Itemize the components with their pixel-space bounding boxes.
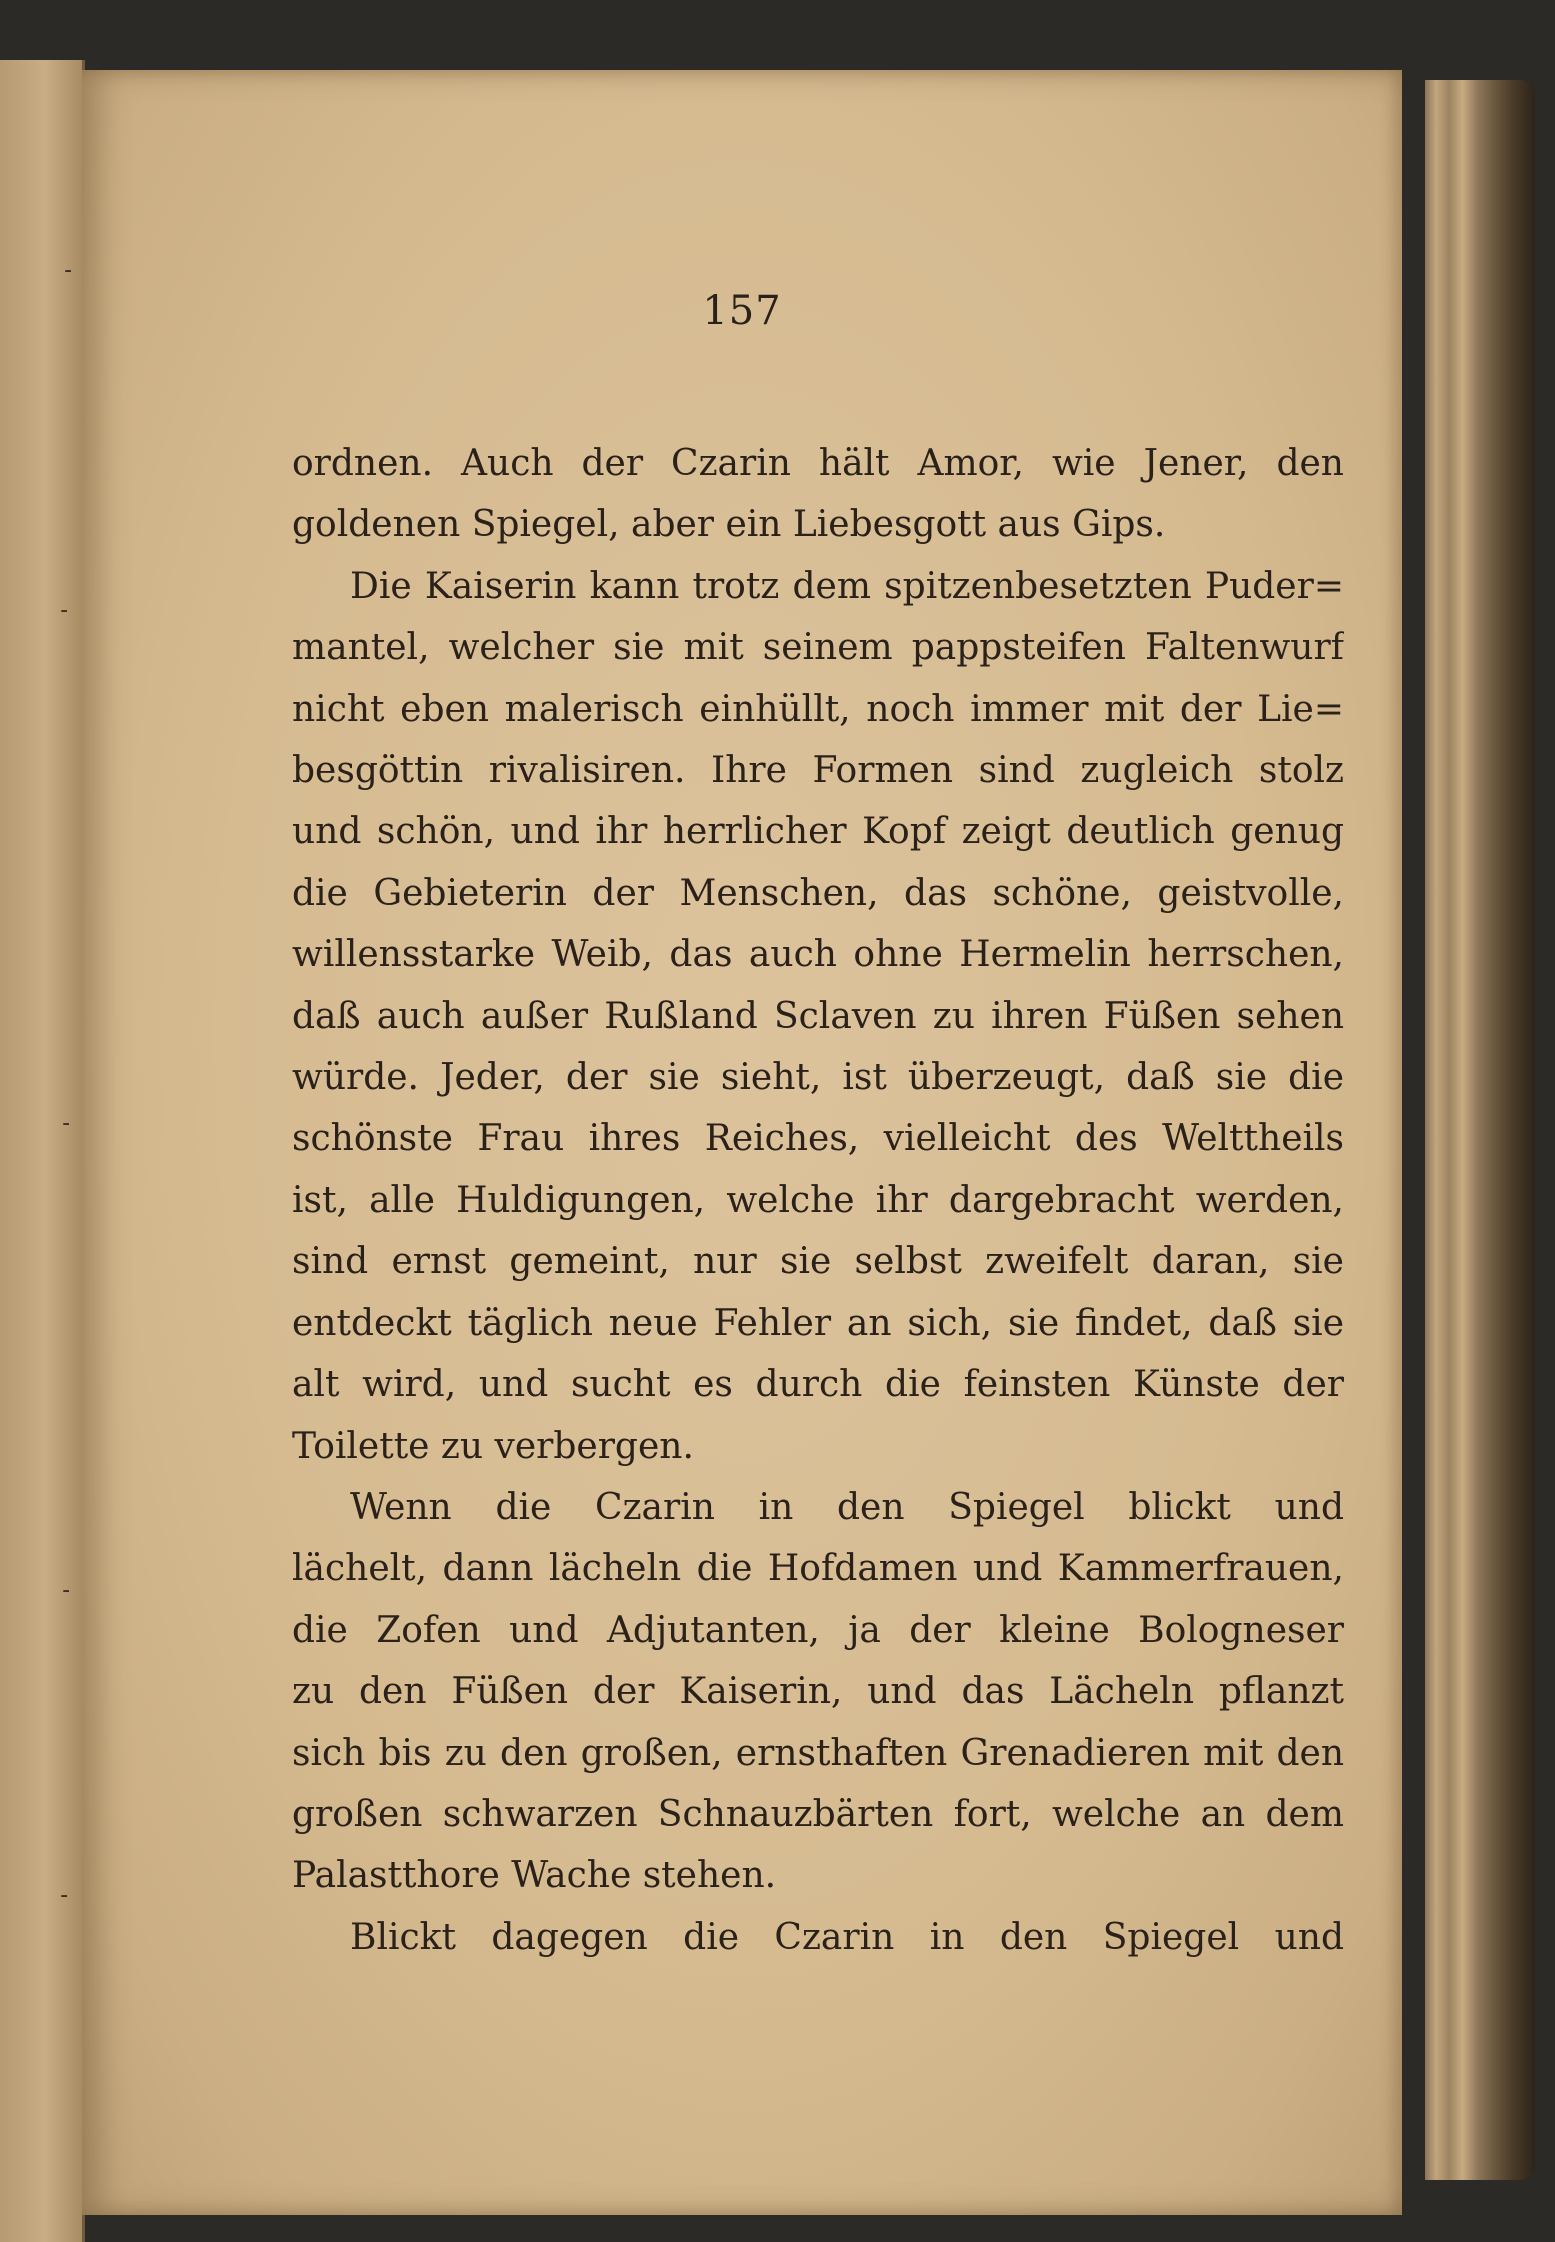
text-line: sind ernst gemeint, nur sie selbst zweifelt daran, sie — [292, 1241, 1344, 1283]
text-line: nicht eben malerisch einhüllt, noch immer mit der Lie= — [292, 688, 1344, 730]
text-line: die Gebieterin der Menschen, das schöne, geistvolle, — [292, 872, 1344, 914]
text-line: willensstarke Weib, das auch ohne Hermelin herrschen, — [292, 934, 1344, 976]
text-line: Toilette zu verbergen. — [292, 1425, 694, 1467]
text-line: würde. Jeder, der sie sieht, ist überzeugt, daß sie die — [292, 1057, 1344, 1099]
margin-speck: ˗ — [64, 255, 73, 285]
text-line: Palastthore Wache stehen. — [292, 1855, 777, 1897]
text-line: Die Kaiserin kann trotz dem spitzenbesetzten Puder= — [350, 565, 1344, 607]
text-line: schönste Frau ihres Reiches, vielleicht des Welttheils — [292, 1118, 1344, 1160]
margin-speck: ˗ — [62, 1108, 71, 1138]
text-line: Blickt dagegen die Czarin in den Spiegel und — [350, 1916, 1344, 1958]
margin-speck: ˗ — [60, 1880, 69, 1910]
text-line: zu den Füßen der Kaiserin, und das Lächeln pflanzt — [292, 1671, 1344, 1713]
margin-speck: ˗ — [60, 595, 69, 625]
text-line: goldenen Spiegel, aber ein Liebesgott aus Gips. — [292, 504, 1166, 546]
text-line: ist, alle Huldigungen, welche ihr dargebracht werden, — [292, 1179, 1344, 1221]
page-number: 157 — [702, 288, 782, 334]
body-text — [292, 433, 1344, 1968]
text-line: alt wird, und sucht es durch die feinsten Künste der — [292, 1364, 1344, 1406]
margin-speck: ˗ — [62, 1575, 71, 1605]
book-page — [82, 70, 1402, 2215]
book-page-edges — [1425, 80, 1535, 2180]
text-line: und schön, und ihr herrlicher Kopf zeigt deutlich genug — [292, 811, 1344, 853]
text-line: daß auch außer Rußland Sclaven zu ihren Füßen sehen — [292, 995, 1344, 1037]
text-line: entdeckt täglich neue Fehler an sich, sie findet, daß sie — [292, 1302, 1344, 1344]
left-page-edge — [0, 60, 85, 2242]
text-line: besgöttin rivalisiren. Ihre Formen sind zugleich stolz — [292, 750, 1344, 792]
text-line: ordnen. Auch der Czarin hält Amor, wie Jener, den — [292, 443, 1344, 484]
text-line: sich bis zu den großen, ernsthaften Grenadieren mit den — [292, 1732, 1344, 1774]
text-line: Wenn die Czarin in den Spiegel blickt und — [350, 1486, 1344, 1528]
text-line: die Zofen und Adjutanten, ja der kleine Bologneser — [292, 1609, 1344, 1651]
text-line: lächelt, dann lächeln die Hofdamen und Kammerfrauen, — [292, 1548, 1344, 1590]
text-line: mantel, welcher sie mit seinem pappsteifen Faltenwurf — [292, 627, 1344, 669]
text-line: großen schwarzen Schnauzbärten fort, welche an dem — [292, 1793, 1344, 1835]
